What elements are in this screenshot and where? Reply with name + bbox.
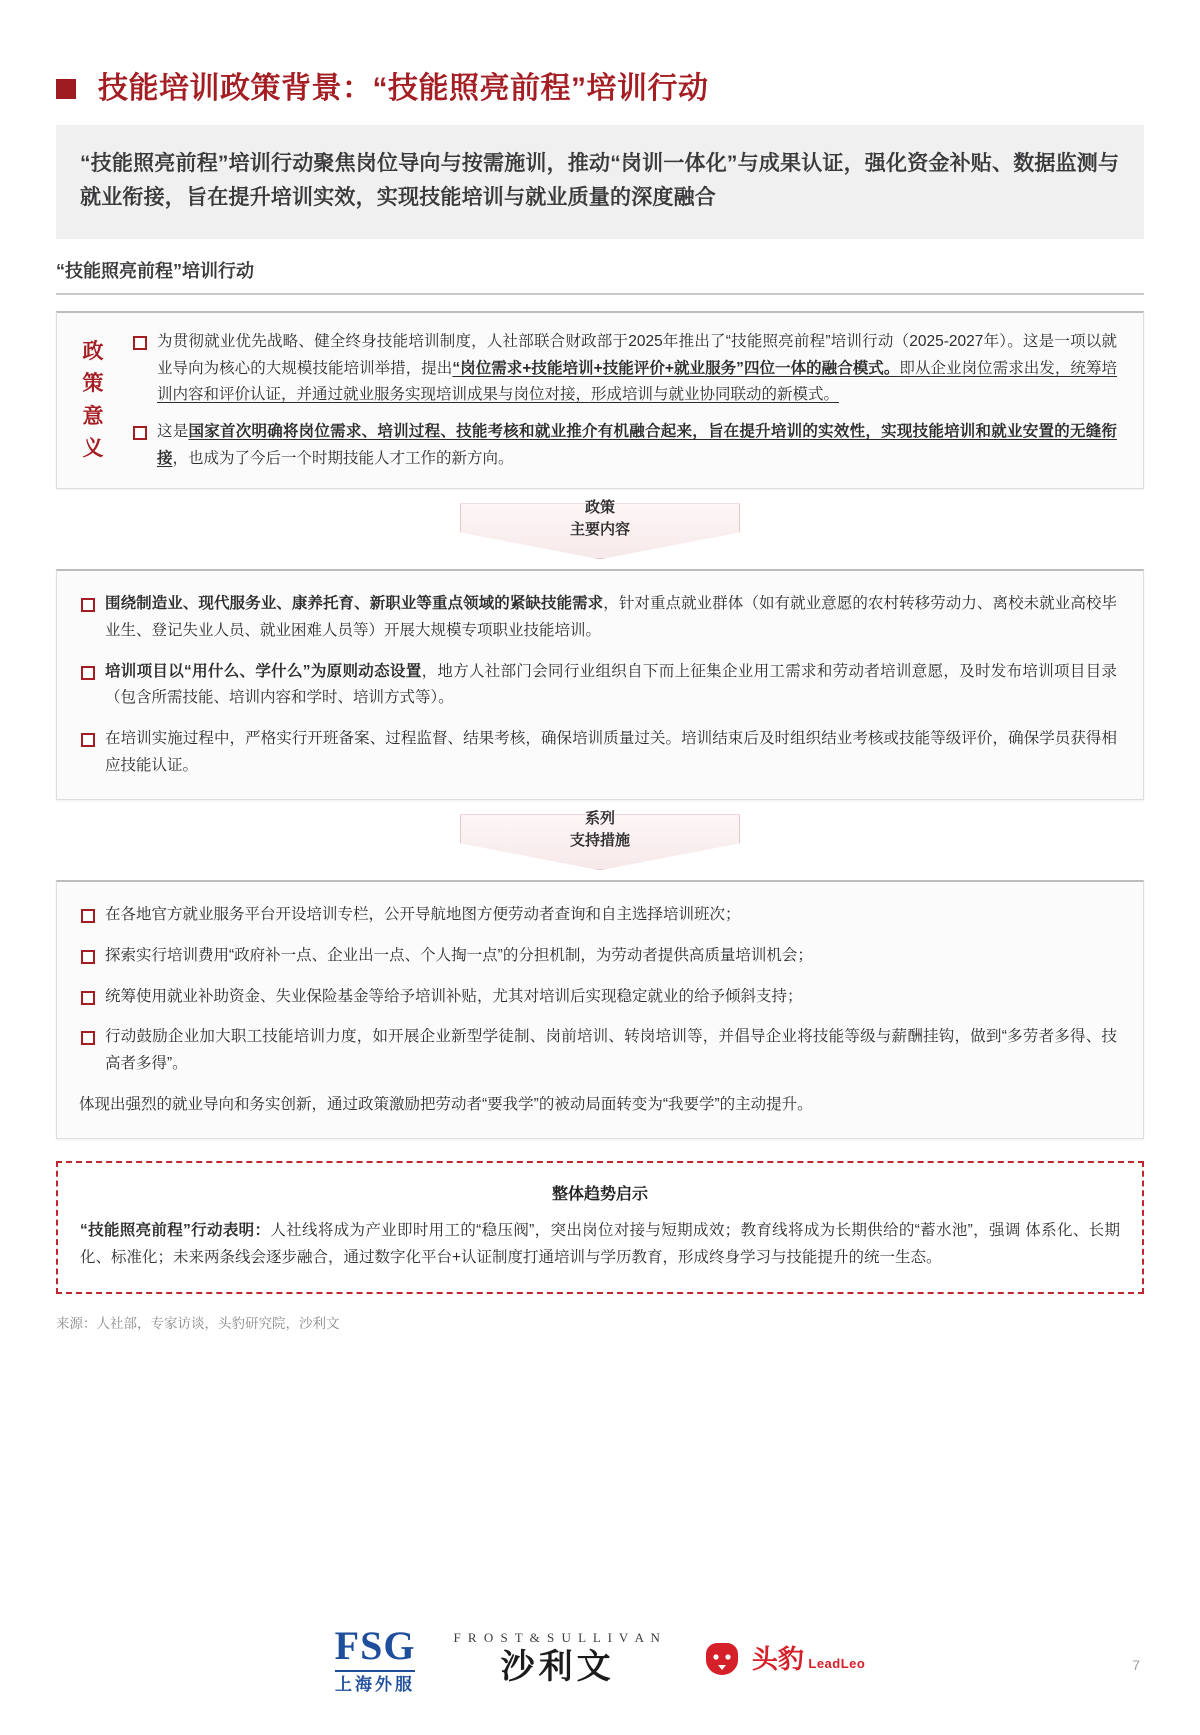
logo-fsg-sub: 上海外服: [335, 1670, 416, 1693]
trend-insight-title: 整体趋势启示: [551, 1186, 648, 1204]
support-measures-bullet-list: [79, 902, 1117, 1077]
text-segment: 探索实行培训费用“政府补一点、企业出一点、个人掏一点”的分担机制，为劳动者提供高质量培训机会；: [105, 946, 813, 964]
list-item-text: [105, 659, 1117, 712]
arrow-label-policy-content: [564, 497, 636, 541]
leopard-head-icon: [700, 1640, 744, 1680]
list-item-text: [105, 984, 1117, 1011]
trend-insight-box: [56, 1161, 1144, 1294]
list-item: [79, 984, 1117, 1011]
text-segment: ，针对重点就业群体（如有就业意愿的农村转移劳动力、离校未就业高校毕业生、登记失业人员、就业困难人员等）开展大规模专项职业技能培训。: [105, 595, 1117, 639]
main-content-bullet-list: [79, 591, 1117, 779]
logo-frost-sullivan: [453, 1631, 661, 1687]
logo-fsg-main: FSG: [334, 1623, 416, 1668]
text-segment: “技能照亮前程”行动表明：: [80, 1222, 271, 1240]
policy-meaning-vertical-label: [61, 329, 125, 472]
list-item-text: [105, 591, 1117, 644]
arrow-label-support-measures: [564, 808, 636, 852]
list-item: [79, 943, 1117, 970]
page-number: 7: [1132, 1657, 1140, 1673]
title-bullet-marker-icon: [56, 79, 76, 99]
list-item: [79, 902, 1117, 929]
list-item-text: [157, 419, 1117, 472]
text-segment: 统筹使用就业补助资金、失业保险基金等给予培训补贴，尤其对培训后实现稳定就业的给予倾斜支持；: [105, 987, 803, 1005]
lead-summary: “技能照亮前程”培训行动聚焦岗位导向与按需施训，推动“岗训一体化”与成果认证，强化资金补贴、数据监测与就业衔接，旨在提升培训实效，实现技能培训与就业质量的深度融合: [56, 125, 1144, 239]
list-item: [131, 419, 1117, 472]
text-segment: 这是: [157, 423, 189, 440]
logo-leadleo-text: [751, 1643, 866, 1674]
logo-fs-english: F R O S T & S U L L I V A N: [453, 1630, 662, 1646]
list-item: [79, 1024, 1117, 1077]
text-segment: 培训项目以“用什么、学什么”为原则动态设置: [105, 662, 422, 680]
policy-meaning-panel: [56, 311, 1144, 489]
arrow-connector-support-measures: [56, 806, 1144, 880]
support-measures-panel: [56, 880, 1144, 1139]
text-segment: 在各地官方就业服务平台开设培训专栏，公开导航地图方便劳动者查询和自主选择培训班次；: [105, 906, 741, 924]
arrow2-line2: 支持措施: [569, 832, 631, 849]
list-item: [131, 329, 1117, 409]
vlabel-char-2: 意: [82, 404, 104, 428]
page-title: 技能培训政策背景：“技能照亮前程”培训行动: [98, 72, 709, 105]
text-segment: ，也成为了今后一个时期技能人才工作的新方向。: [172, 449, 514, 467]
list-item-text: [105, 726, 1117, 779]
text-segment: “岗位需求+技能培训+技能评价+就业服务”四位一体的融合模式。: [452, 359, 900, 377]
arrow1-line2: 主要内容: [569, 521, 631, 539]
footer-logos: [0, 1623, 1200, 1694]
list-item: [79, 726, 1117, 779]
arrow2-line1: 系列: [584, 810, 616, 828]
text-segment: 即从企业岗位需求出发，统筹培训内容和评价认证，并通过就业服务实现培训成果与岗位对接，形成培训与就业协同联动的新模式。: [157, 359, 1117, 404]
text-segment: ，地方人社部门会同行业组织自下而上征集企业用工需求和劳动者培训意愿，及时发布培训项目目录（包含所需技能、培训内容和学时、培训方式等）。: [105, 662, 1117, 707]
arrow-connector-policy-content: [56, 495, 1144, 569]
logo-fsg: [334, 1623, 416, 1694]
list-item-text: [105, 902, 1117, 929]
policy-meaning-body: [125, 329, 1125, 472]
source-note: 来源：人社部，专家访谈，头豹研究院，沙利文: [56, 1316, 340, 1332]
text-segment: 行动鼓励企业加大职工技能培训力度，如开展企业新型学徒制、岗前培训、转岗培训等，并倡导企业将技能等级与薪酬挂钩，做到“多劳者多得、技高者多得”。: [105, 1028, 1117, 1072]
text-segment: 国家首次明确将岗位需求、培训过程、技能考核和就业推介有机融合起来，旨在提升培训的实效性，实现技能培训和就业安置的无缝衔接: [157, 423, 1117, 467]
vlabel-char-0: 政: [82, 339, 104, 363]
list-item: [79, 591, 1117, 644]
logo-leadleo-chinese: 头豹: [751, 1643, 804, 1674]
section-heading: “技能照亮前程”培训行动: [56, 257, 1144, 295]
logo-fs-chinese: 沙利文: [500, 1648, 615, 1687]
policy-meaning-bullet-list: [131, 329, 1117, 472]
list-item-text: [105, 1024, 1117, 1077]
list-item-text: [105, 943, 1117, 970]
logo-leadleo: [700, 1640, 865, 1680]
text-segment: 为贯彻就业优先战略、健全终身技能培训制度，人社部联合财政部于2025年推出了“技能照亮前程”培训行动（2025-2027年）。这是一项以就业导向为核心的大规模技能培训举措，提出: [157, 333, 1117, 377]
main-content-panel: [56, 569, 1144, 800]
list-item-text: [157, 329, 1117, 409]
text-segment: 在培训实施过程中，严格实行开班备案、过程监督、结果考核，确保培训质量过关。培训结束后及时组织结业考核或技能等级评价，确保学员获得相应技能认证。: [105, 729, 1117, 774]
logo-leadleo-english: LeadLeo: [808, 1655, 866, 1671]
vlabel-char-1: 策: [82, 372, 104, 396]
text-segment: 人社线将成为产业即时用工的“稳压阀”，突出岗位对接与短期成效；教育线将成为长期供给的“蓄水池”，强调 体系化、长期化、标准化；未来两条线会逐步融合，通过数字化平台+认证制度打通培训与学历教育，形成终身学习与技能提升的统一生态。: [80, 1222, 1120, 1267]
arrow1-line1: 政策: [584, 499, 616, 517]
support-tail-note: 体现出强烈的就业导向和务实创新，通过政策激励把劳动者“要我学”的被动局面转变为“我要学”的主动提升。: [79, 1095, 813, 1113]
vlabel-char-3: 义: [82, 437, 104, 461]
trend-insight-body: [80, 1218, 1120, 1272]
text-segment: 围绕制造业、现代服务业、康养托育、新职业等重点领域的紧缺技能需求: [105, 595, 604, 613]
list-item: [79, 659, 1117, 712]
page-title-row: [56, 0, 1144, 105]
